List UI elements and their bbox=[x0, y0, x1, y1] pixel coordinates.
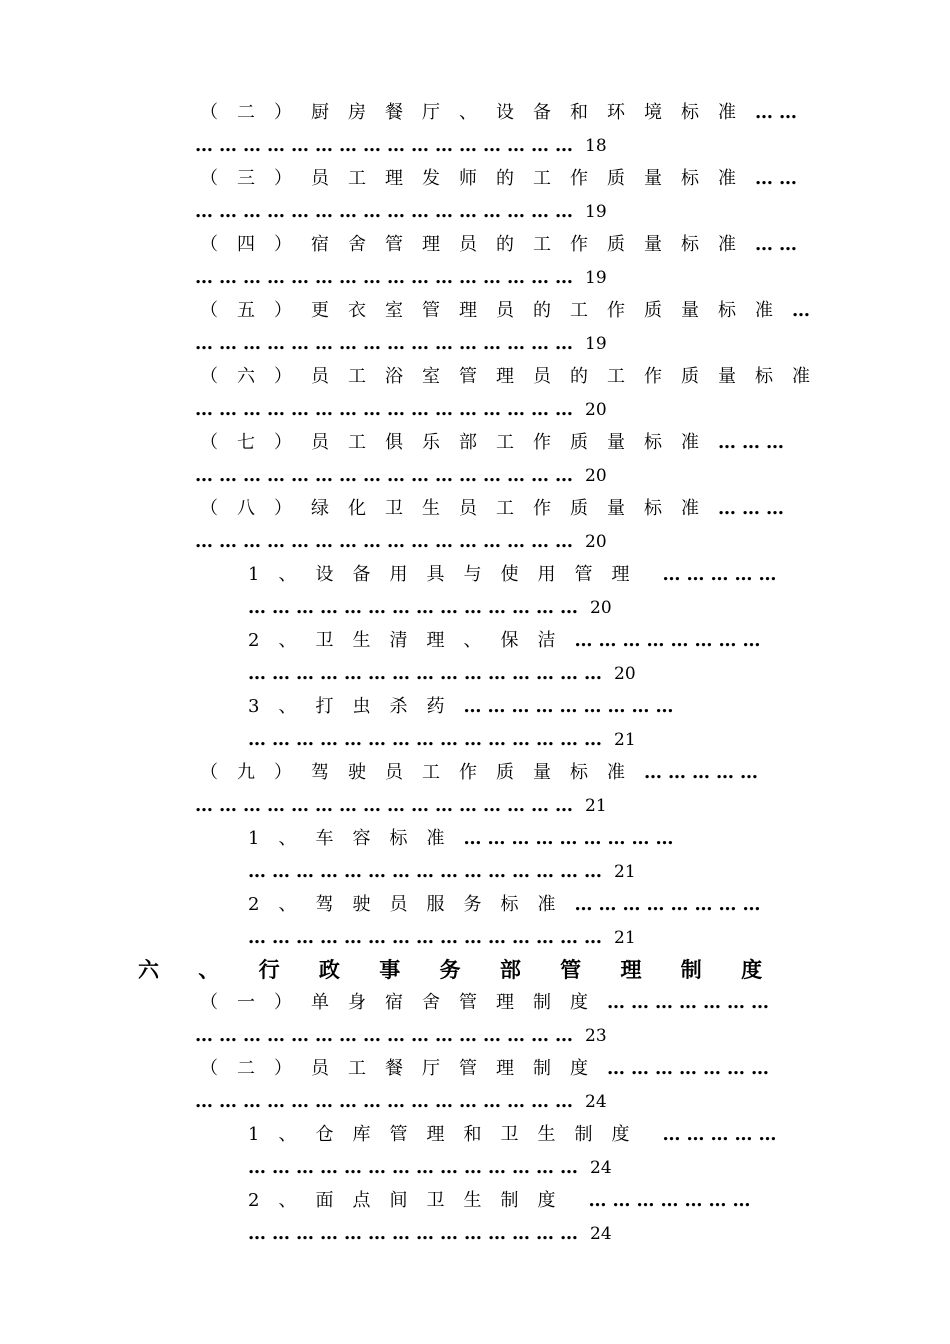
toc-leader-dots: ………………………………………… bbox=[195, 465, 579, 486]
toc-page-number: 20 bbox=[614, 664, 636, 684]
toc-page-number: 19 bbox=[585, 268, 607, 288]
toc-leader-dots: …………………………………… bbox=[248, 597, 584, 618]
toc-leader-dots: ………………………………………… bbox=[195, 267, 579, 288]
toc-page-number: 21 bbox=[614, 862, 636, 882]
toc-page-number: 19 bbox=[585, 202, 607, 222]
toc-leader-dots: ………………………………………… bbox=[195, 531, 579, 552]
toc-entry-title: （二）厨房餐厅、设备和环境标准 bbox=[200, 102, 755, 123]
toc-entry-title: （七）员工俱乐部工作质量标准 bbox=[200, 432, 718, 453]
toc-entry-title: 2、面点间卫生制度 bbox=[248, 1190, 575, 1211]
toc-leader-dots: …………………… bbox=[574, 630, 767, 651]
toc-page-number: 24 bbox=[585, 1092, 607, 1112]
toc-entry-title: （三）员工理发师的工作质量标准 bbox=[200, 168, 755, 189]
toc-entry-title: 3、打虫杀药 bbox=[248, 696, 464, 717]
toc-page-number: 20 bbox=[585, 532, 607, 552]
toc-page-number: 21 bbox=[585, 796, 607, 816]
toc-page-number: 20 bbox=[585, 400, 607, 420]
toc-leader-dots: ………………………………………… bbox=[195, 1091, 579, 1112]
toc-leader-dots: …………………………………… bbox=[248, 1223, 584, 1244]
toc-entry-title: 1、仓库管理和卫生制度 bbox=[248, 1124, 649, 1145]
toc-leader-dots: … bbox=[792, 300, 816, 321]
toc-leader-dots: …… bbox=[755, 168, 803, 189]
toc-leader-dots: …………………… bbox=[574, 894, 767, 915]
toc-leader-dots: ………………………………………… bbox=[195, 201, 579, 222]
toc-entry-title: 2、卫生清理、保洁 bbox=[248, 630, 575, 651]
toc-leader-dots: ……………………………………… bbox=[248, 861, 608, 882]
toc-leader-dots: …………… bbox=[662, 564, 783, 585]
toc-page-number: 23 bbox=[585, 1026, 607, 1046]
toc-leader-dots: ………………………………………… bbox=[195, 795, 579, 816]
toc-leader-dots: …… bbox=[755, 102, 803, 123]
toc-leader-dots: …… bbox=[755, 234, 803, 255]
toc-entry-title: 1、车容标准 bbox=[248, 828, 464, 849]
toc-entry-title: （二）员工餐厅管理制度 bbox=[200, 1058, 607, 1079]
toc-entry-title: （一）单身宿舍管理制度 bbox=[200, 992, 607, 1013]
toc-leader-dots: …………… bbox=[662, 1124, 783, 1145]
toc-page-number: 18 bbox=[585, 136, 607, 156]
toc-entry-title: （四）宿舍管理员的工作质量标准 bbox=[200, 234, 755, 255]
toc-leader-dots: ……………………………………… bbox=[248, 663, 608, 684]
toc-entry-title: （九）驾驶员工作质量标准 bbox=[200, 762, 644, 783]
toc-page-number: 19 bbox=[585, 334, 607, 354]
toc-leader-dots: ……………………… bbox=[463, 696, 680, 717]
toc-leader-dots: ……………………………………… bbox=[248, 927, 608, 948]
toc-leader-dots: …………………………………… bbox=[248, 1157, 584, 1178]
toc-entry-title: （六）员工浴室管理员的工作质量标准 bbox=[200, 366, 829, 387]
toc-page-number: 20 bbox=[590, 598, 612, 618]
toc-page-number: 21 bbox=[614, 928, 636, 948]
toc-leader-dots: ………………………………………… bbox=[195, 135, 579, 156]
toc-page-number: 21 bbox=[614, 730, 636, 750]
toc-page-number: 20 bbox=[585, 466, 607, 486]
toc-leader-dots: ………………………………………… bbox=[195, 333, 579, 354]
toc-leader-dots: ……… bbox=[718, 498, 790, 519]
toc-entry-title: 2、驾驶员服务标准 bbox=[248, 894, 575, 915]
toc-entry-title: （八）绿化卫生员工作质量标准 bbox=[200, 498, 718, 519]
toc-entry-title: 1、设备用具与使用管理 bbox=[248, 564, 649, 585]
toc-leader-dots: ………………… bbox=[588, 1190, 757, 1211]
toc-page-number: 24 bbox=[590, 1158, 612, 1178]
toc-leader-dots: …………… bbox=[644, 762, 764, 783]
toc-leader-dots: ………………… bbox=[607, 992, 775, 1013]
toc-leader-dots: ………………… bbox=[607, 1058, 775, 1079]
toc-page-number: 24 bbox=[590, 1224, 612, 1244]
toc-leader-dots: ………………………………………… bbox=[195, 1025, 579, 1046]
toc-entry-title: （五）更衣室管理员的工作质量标准 bbox=[200, 300, 792, 321]
toc-leader-dots: ……………………… bbox=[463, 828, 680, 849]
section-heading: 六 、 行 政 事 务 部 管 理 制 度 bbox=[138, 957, 779, 982]
toc-leader-dots: ………………………………………… bbox=[195, 399, 579, 420]
toc-leader-dots: ……… bbox=[718, 432, 790, 453]
toc-leader-dots: ……………………………………… bbox=[248, 729, 608, 750]
